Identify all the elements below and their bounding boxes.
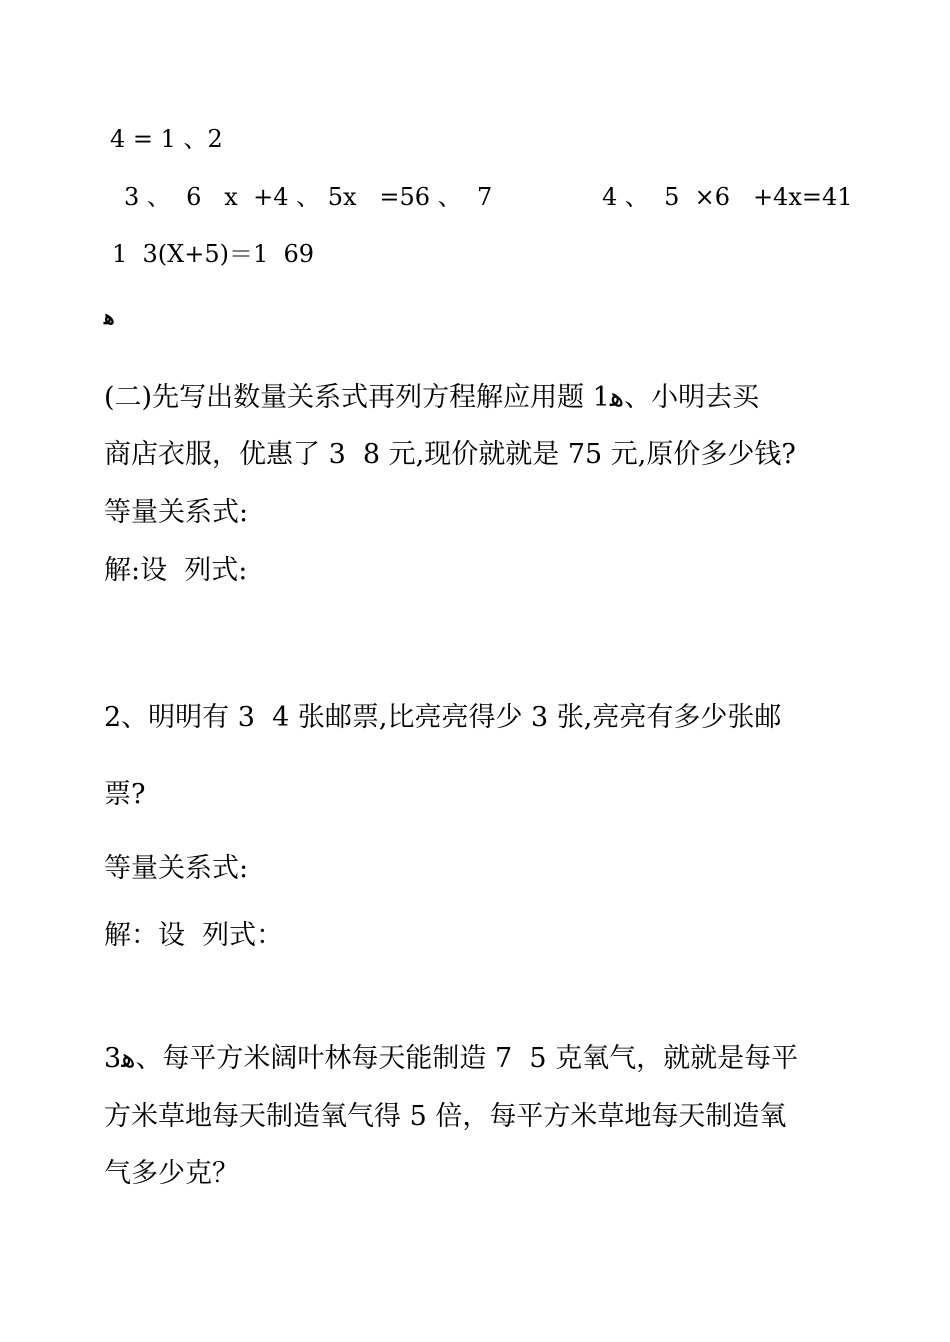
equation-line-1: 4 = 1 、2 (110, 125, 223, 153)
question-3-line-2: 方米草地每天制造氧气得 5 倍，每平方米草地每天制造氧 (104, 1101, 787, 1132)
question-3-line-3: 气多少克？ (104, 1158, 239, 1189)
question-1-solution: 解:设 列式: (104, 555, 248, 586)
question-2-line-1: 2、明明有 3 4 张邮票,比亮亮得少 3 张,亮亮有多少张邮 (104, 702, 782, 733)
unknown-glyph-mark: ﻫ (104, 305, 115, 329)
question-2-relation: 等量关系式: (104, 853, 249, 884)
section-heading-line-1: (二)先写出数量关系式再列方程解应用题 1ﻫ、小明去买 (104, 382, 760, 413)
section-heading-line-2: 商店衣服，优惠了 3 8 元,现价就就是 75 元,原价多少钱? (104, 439, 796, 470)
question-1-relation: 等量关系式: (104, 497, 249, 528)
equation-line-3: 1 3(X+5)＝1 69 (112, 240, 315, 268)
equation-line-2-left: 3 、 6 x +4 、 5x =56 、 7 (124, 183, 493, 211)
question-2-line-2: 票? (104, 779, 146, 810)
question-2-solution: 解：设 列式： (104, 920, 284, 951)
equation-line-2-right: 4 、 5 ×6 +4x=41 (602, 183, 853, 211)
question-3-line-1: 3ﻫ、每平方米阔叶林每天能制造 7 5 克氧气，就就是每平 (104, 1043, 799, 1074)
